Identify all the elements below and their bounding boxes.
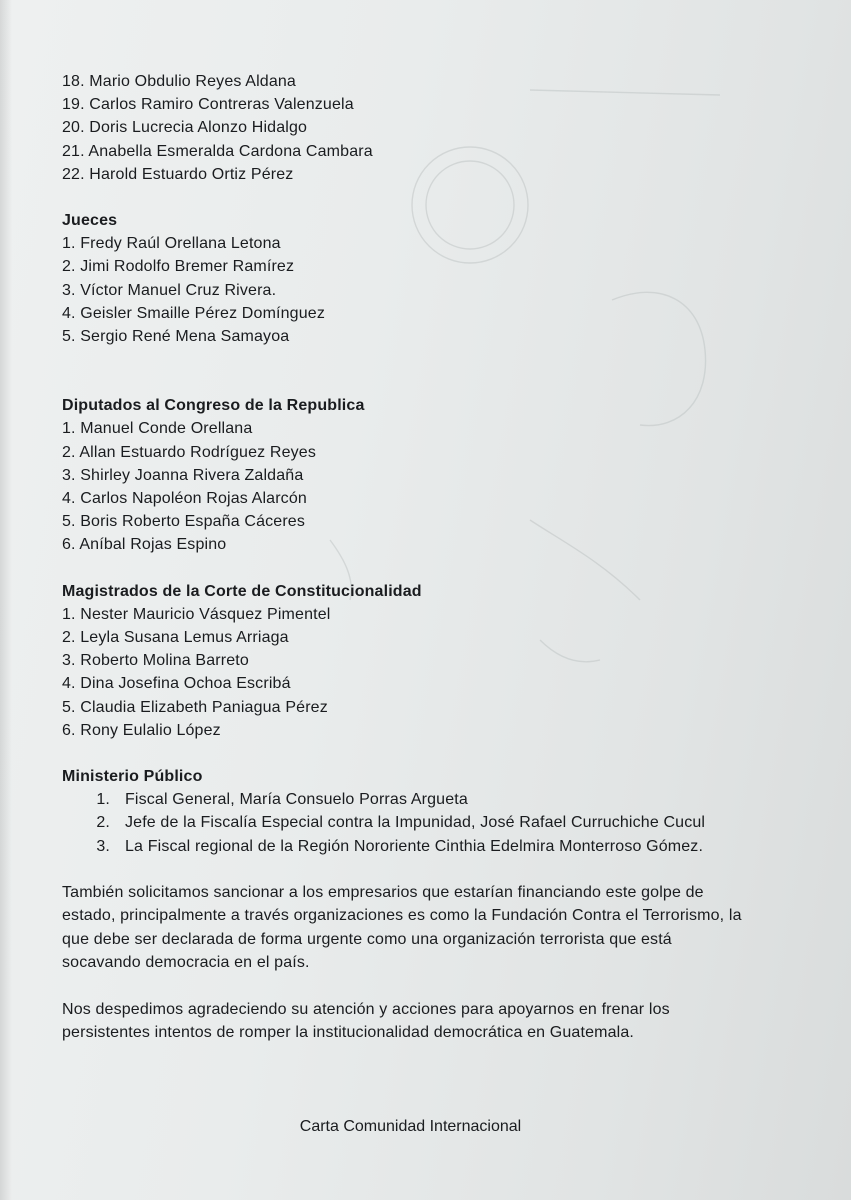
continued-name-list [62, 70, 762, 186]
paragraph-closing: Nos despedimos agradeciendo su atención y acciones para apoyarnos en frenar los persistentes intentos de romper la institucionalidad democrática en Guatemala. [62, 1000, 670, 1041]
footer-text: Carta Comunidad Internacional [299, 1118, 522, 1135]
section-heading-magistrados: Magistrados de la Corte de Constitucionalidad [62, 582, 422, 600]
section-heading-jueces: Jueces [62, 212, 118, 230]
list-item: 20. Doris Lucrecia Alonzo Hidalgo [62, 119, 308, 137]
list-item-number: 1. [96, 791, 110, 809]
list-item: 6. Aníbal Rojas Espino [62, 536, 227, 554]
list-item-number: 3. [96, 837, 110, 855]
section-gap [62, 975, 762, 998]
section-gap [62, 348, 762, 394]
list-item: 19. Carlos Ramiro Contreras Valenzuela [62, 96, 354, 114]
list-item-number: 2. [96, 814, 110, 832]
section-heading-diputados: Diputados al Congreso de la Republica [62, 397, 365, 415]
magistrados-section [62, 580, 762, 742]
list-item: 18. Mario Obdulio Reyes Aldana [62, 73, 296, 90]
list-item: 3. Shirley Joanna Rivera Zaldaña [62, 466, 304, 484]
list-item: 2. Allan Estuardo Rodríguez Reyes [62, 443, 316, 461]
list-item: 5. Claudia Elizabeth Paniagua Pérez [62, 698, 328, 716]
list-item: 3. Roberto Molina Barreto [62, 652, 249, 670]
list-item: 2. Jimi Rodolfo Bremer Ramírez [62, 258, 295, 276]
list-item: 4. Dina Josefina Ochoa Escribá [62, 675, 291, 693]
section-gap [62, 858, 762, 881]
list-item-text: Jefe de la Fiscalía Especial contra la Impunidad, José Rafael Curruchiche Cucul [125, 814, 706, 832]
list-item: 1. Manuel Conde Orellana [62, 420, 253, 438]
list-item [62, 811, 762, 834]
list-item: 2. Leyla Susana Lemus Arriaga [62, 629, 289, 647]
list-item: 1. Fredy Raúl Orellana Letona [62, 235, 281, 253]
list-item: 1. Nester Mauricio Vásquez Pimentel [62, 605, 331, 623]
page-edge-shadow [0, 0, 12, 1200]
jueces-section [62, 209, 762, 348]
list-item [62, 835, 762, 858]
list-item: 5. Sergio René Mena Samayoa [62, 328, 290, 346]
list-item: 22. Harold Estuardo Ortiz Pérez [62, 165, 294, 183]
section-gap [62, 557, 762, 580]
letter-body [62, 70, 762, 1044]
section-heading-ministerio-publico: Ministerio Público [62, 768, 203, 786]
list-item-text: La Fiscal regional de la Región Nororiente Cinthia Edelmira Monterroso Gómez. [125, 837, 704, 855]
list-item: 4. Carlos Napoléon Rojas Alarcón [62, 490, 307, 508]
section-gap [62, 186, 762, 209]
list-item [62, 788, 762, 811]
list-item: 3. Víctor Manuel Cruz Rivera. [62, 281, 277, 299]
list-item-text: Fiscal General, María Consuelo Porras Argueta [125, 791, 468, 809]
list-item: 4. Geisler Smaille Pérez Domínguez [62, 304, 325, 322]
list-item: 21. Anabella Esmeralda Cardona Cambara [62, 142, 373, 160]
ministerio-publico-section [62, 765, 762, 858]
list-item: 6. Rony Eulalio López [62, 721, 221, 739]
section-gap [62, 742, 762, 765]
page-footer [0, 1118, 851, 1136]
paragraph-sanctions-request: También solicitamos sancionar a los empresarios que estarían financiando este golpe de estado, principalmente a través organizaciones es como la Fundación Contra el Terrorismo, la que debe ser declarada de forma urgente como una organización terrorista que está socavando democracia en el país. [62, 883, 742, 972]
list-item: 5. Boris Roberto España Cáceres [62, 513, 305, 531]
diputados-section [62, 394, 762, 556]
